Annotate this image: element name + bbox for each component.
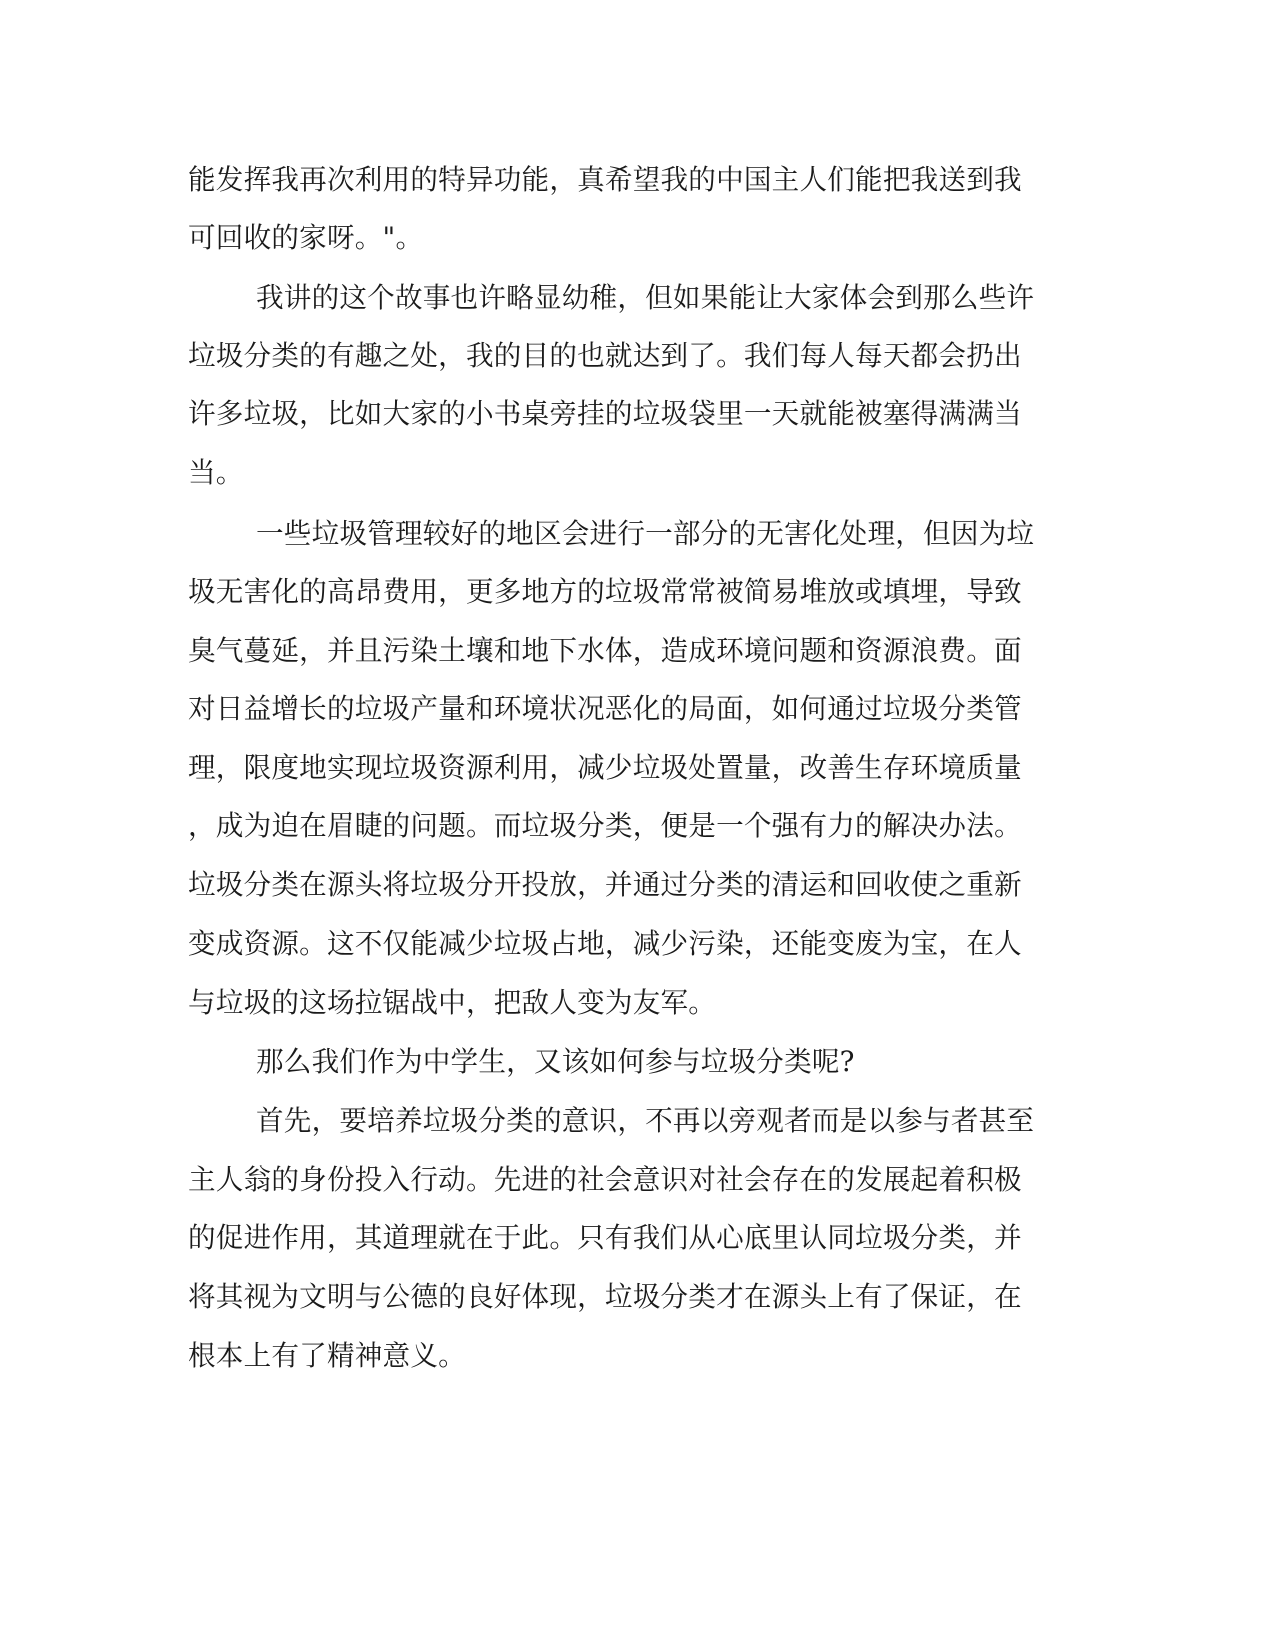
text-line: 当。 [188,456,244,489]
text-line: 垃圾分类的有趣之处，我的目的也就达到了。我们每人每天都会扔出 [188,339,1022,372]
text-line: 许多垃圾，比如大家的小书桌旁挂的垃圾袋里一天就能被塞得满满当 [188,397,1022,430]
text-line: 根本上有了精神意义。 [188,1339,466,1372]
text-line: 垃圾分类在源头将垃圾分开投放，并通过分类的清运和回收使之重新 [188,868,1022,901]
text-line: 理，限度地实现垃圾资源利用，减少垃圾处置量，改善生存环境质量 [188,751,1022,784]
text-line: 圾无害化的高昂费用，更多地方的垃圾常常被简易堆放或填埋，导致 [188,575,1022,608]
text-line: 主人翁的身份投入行动。先进的社会意识对社会存在的发展起着积极 [188,1163,1022,1196]
paragraph-first-line: 首先，要培养垃圾分类的意识，不再以旁观者而是以参与者甚至 [256,1104,1035,1137]
text-line: 对日益增长的垃圾产量和环境状况恶化的局面，如何通过垃圾分类管 [188,692,1022,725]
paragraph-first-line: 那么我们作为中学生，又该如何参与垃圾分类呢? [256,1045,855,1078]
text-line: 将其视为文明与公德的良好体现，垃圾分类才在源头上有了保证，在 [188,1280,1022,1313]
text-line: 与垃圾的这场拉锯战中，把敌人变为友军。 [188,986,717,1019]
paragraph-first-line: 一些垃圾管理较好的地区会进行一部分的无害化处理，但因为垃 [256,517,1035,550]
paragraph-first-line: 我讲的这个故事也许略显幼稚，但如果能让大家体会到那么些许 [256,281,1035,314]
text-line: 臭气蔓延，并且污染土壤和地下水体，造成环境问题和资源浪费。面 [188,634,1022,667]
text-line: 变成资源。这不仅能减少垃圾占地，减少污染，还能变废为宝，在人 [188,927,1022,960]
text-line: ，成为迫在眉睫的问题。而垃圾分类，便是一个强有力的解决办法。 [188,809,1022,842]
text-line: 可回收的家呀。"。 [188,221,424,254]
text-line: 能发挥我再次利用的特异功能，真希望我的中国主人们能把我送到我 [188,163,1022,196]
text-line: 的促进作用，其道理就在于此。只有我们从心底里认同垃圾分类，并 [188,1221,1022,1254]
